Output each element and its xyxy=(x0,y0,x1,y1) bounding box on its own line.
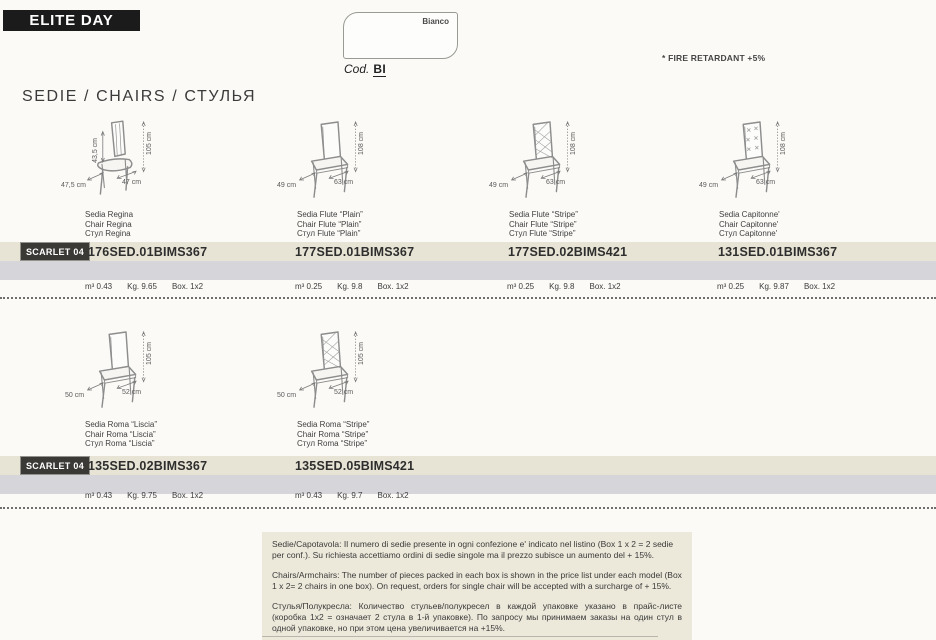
finish-code-value: BI xyxy=(373,62,386,76)
product-names xyxy=(297,420,369,449)
spec-volume: m³ 0.25 xyxy=(295,282,323,291)
row-separator xyxy=(0,297,936,299)
collection-badge: SCARLET 04 xyxy=(20,242,90,261)
product-code: 176SED.01BIMS367 xyxy=(88,245,208,259)
spec-weight: Kg. 9.87 xyxy=(759,282,789,291)
spec-weight: Kg. 9.8 xyxy=(337,282,363,291)
collection-badge: SCARLET 04 xyxy=(20,456,90,475)
product-card-flute-plain xyxy=(272,118,477,248)
spec-values xyxy=(507,282,636,291)
product-card-roma-stripe xyxy=(272,328,477,458)
spec-box: Box. 1x2 xyxy=(171,282,204,291)
brand-title: ELITE DAY xyxy=(29,12,114,29)
dim-height: 105 cm xyxy=(146,342,153,365)
bottom-rule xyxy=(262,636,658,637)
packing-note-ru: Стулья/Полукресла: Количество стульев/полукресел в каждой упаковке указано в прайс-листе (коробка 1х2 = означает 2 стула в 1-й упаковке). По запросу мы принимаем заказы на один стул в одной упаковке, но при этом цена увеличивается на +15%. xyxy=(272,601,682,633)
name-it: Sedia Roma “Stripe” xyxy=(297,420,370,429)
spec-volume: m³ 0.43 xyxy=(295,491,323,500)
spec-values xyxy=(85,491,218,500)
name-ru: Стул Roma “Stripe” xyxy=(297,439,368,448)
product-names xyxy=(85,420,157,449)
name-en: Chair Flute “Plain” xyxy=(297,219,362,229)
name-it: Sedia Flute “Plain” xyxy=(297,210,363,219)
name-en: Chair Flute “Stripe” xyxy=(509,219,577,229)
name-en: Chair Capitonne' xyxy=(719,219,779,229)
spec-box: Box. 1x2 xyxy=(803,282,836,291)
name-it: Sedia Roma “Liscia” xyxy=(85,420,158,429)
price-band xyxy=(0,261,936,280)
product-card-roma-liscia xyxy=(60,328,265,458)
name-ru: Стул Flute “Plain” xyxy=(297,229,361,238)
spec-weight: Kg. 9.65 xyxy=(127,282,157,291)
name-en: Chair Regina xyxy=(85,219,132,229)
chair-drawing xyxy=(272,118,422,208)
spec-volume: m³ 0.43 xyxy=(85,491,113,500)
name-en: Chair Roma “Liscia” xyxy=(85,429,156,439)
chair-drawing xyxy=(694,118,844,208)
finish-swatch xyxy=(343,12,458,59)
spec-volume: m³ 0.43 xyxy=(85,282,113,291)
name-ru: Стул Capitonne' xyxy=(719,229,778,238)
spec-values xyxy=(295,282,424,291)
spec-values xyxy=(717,282,850,291)
dim-width: 63 cm xyxy=(546,179,566,186)
finish-code xyxy=(344,62,386,76)
product-names xyxy=(719,210,780,239)
name-it: Sedia Capitonne' xyxy=(719,210,780,219)
section-title: SEDIE / CHAIRS / СТУЛЬЯ xyxy=(22,88,257,105)
finish-label: Bianco xyxy=(422,17,449,26)
finish-code-prefix: Cod. xyxy=(344,62,370,76)
product-names xyxy=(509,210,578,239)
spec-weight: Kg. 9.8 xyxy=(549,282,575,291)
dim-width: 47 cm xyxy=(122,179,142,186)
dim-width: 52 cm xyxy=(334,389,354,396)
product-code: 131SED.01BIMS367 xyxy=(718,245,838,259)
dim-depth: 49 cm xyxy=(277,182,297,189)
dim-height: 108 cm xyxy=(570,132,577,155)
spec-box: Box. 1x2 xyxy=(377,282,409,291)
spec-weight: Kg. 9.75 xyxy=(127,491,157,500)
product-code: 135SED.05BIMS421 xyxy=(295,459,415,473)
product-code: 177SED.02BIMS421 xyxy=(508,245,628,259)
spec-volume: m³ 0.25 xyxy=(717,282,745,291)
name-ru: Стул Flute “Stripe” xyxy=(509,229,576,238)
row-separator xyxy=(0,507,936,509)
product-card-capitonne xyxy=(694,118,899,248)
dim-depth: 49 cm xyxy=(489,182,509,189)
product-code: 135SED.02BIMS367 xyxy=(88,459,208,473)
packing-note-it: Sedie/Capotavola: Il numero di sedie presente in ogni confezione e' indicato nel listino (Box 1 x 2 = 2 sedie per conf.). Su richiesta accettiamo ordini di sedie singole ma il prezzo subisce un aumento del + 15%. xyxy=(272,539,674,560)
product-code: 177SED.01BIMS367 xyxy=(295,245,415,259)
product-names xyxy=(297,210,363,239)
spec-values xyxy=(295,491,424,500)
dim-depth: 49 cm xyxy=(699,182,719,189)
fire-retardant-note: * FIRE RETARDANT +5% xyxy=(662,53,766,63)
chair-drawing xyxy=(484,118,634,208)
chair-drawing xyxy=(60,118,210,208)
dim-depth: 50 cm xyxy=(65,392,85,399)
name-ru: Стул Regina xyxy=(85,229,131,238)
spec-box: Box. 1x2 xyxy=(377,491,409,500)
dim-height: 105 cm xyxy=(146,132,153,155)
name-it: Sedia Regina xyxy=(85,210,134,219)
product-card-regina xyxy=(60,118,265,248)
name-en: Chair Roma “Stripe” xyxy=(297,429,369,439)
price-band-row1 xyxy=(0,242,936,280)
product-card-flute-stripe xyxy=(484,118,689,248)
dim-width: 52 cm xyxy=(122,389,142,396)
dim-height: 108 cm xyxy=(780,132,787,155)
name-it: Sedia Flute “Stripe” xyxy=(509,210,578,219)
spec-values xyxy=(85,282,218,291)
packing-note-en: Chairs/Armchairs: The number of pieces packed in each box is shown in the price list under each model (Box 1 x 2= 2 chairs in one box). On request, orders for single chair will be accepted with a surcharge of + 15%. xyxy=(272,570,682,591)
name-ru: Стул Roma “Liscia” xyxy=(85,439,155,448)
dim-width: 63 cm xyxy=(334,179,354,186)
spec-volume: m³ 0.25 xyxy=(507,282,535,291)
packing-note-box xyxy=(262,532,692,640)
dim-width: 63 cm xyxy=(756,179,776,186)
spec-box: Box. 1x2 xyxy=(589,282,621,291)
spec-weight: Kg. 9.7 xyxy=(337,491,363,500)
dim-depth: 47,5 cm xyxy=(61,182,86,189)
dim-seat-height: 43,5 cm xyxy=(92,138,99,163)
dim-height: 108 cm xyxy=(358,132,365,155)
spec-box: Box. 1x2 xyxy=(171,491,204,500)
brand-banner xyxy=(3,10,140,31)
price-band-row2 xyxy=(0,456,936,494)
dim-depth: 50 cm xyxy=(277,392,297,399)
chair-drawing xyxy=(60,328,210,418)
product-names xyxy=(85,210,133,239)
dim-height: 105 cm xyxy=(358,342,365,365)
chair-drawing xyxy=(272,328,422,418)
